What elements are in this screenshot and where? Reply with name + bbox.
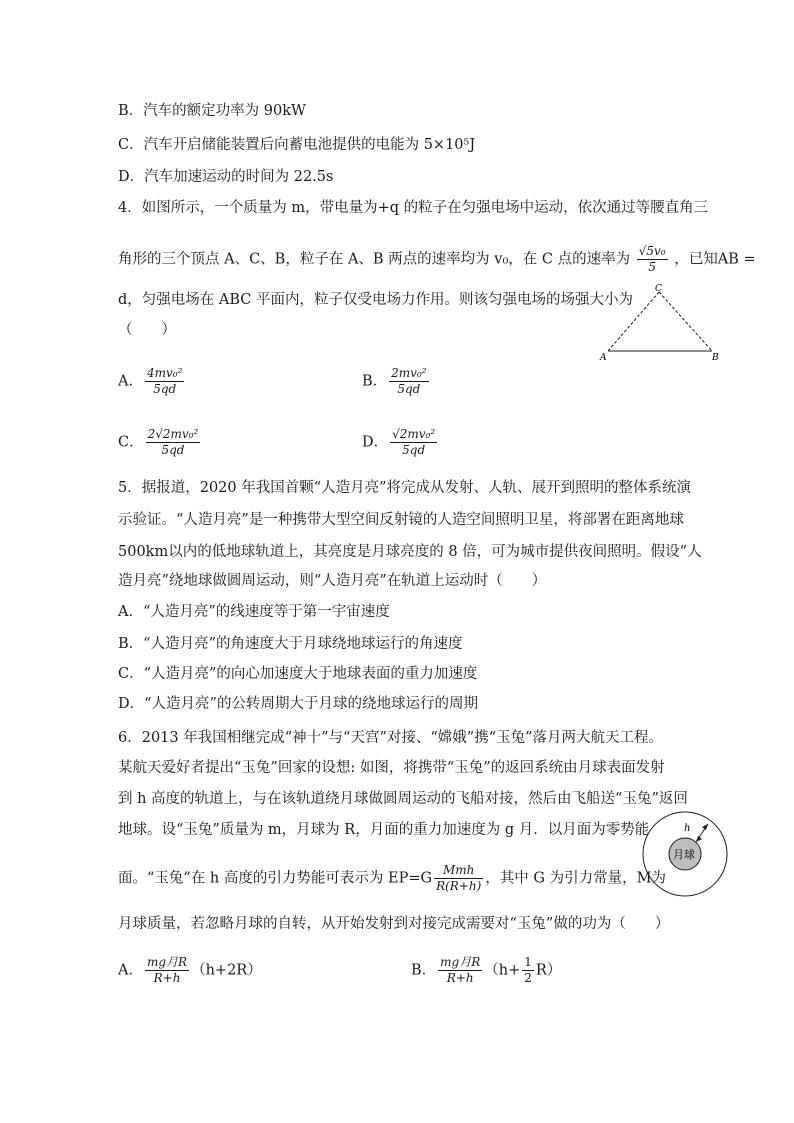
q4-label-c: C: [655, 284, 662, 294]
q4-label-a: A: [600, 353, 607, 362]
q6-energy-fraction: $\frac{\text{Mmh}}{R(R+h)}$: [436, 863, 482, 893]
q3-option-b: B．汽车的额定功率为 90kW: [118, 103, 306, 119]
q6-option-b: B． $\frac{\text{mg月R}}{R+h}$ （h+ $\frac{1}{2}$ R）: [411, 955, 562, 985]
q5-stem-line3: 500km以内的低地球轨道上，其亮度是月球亮度的 8 倍，可为城市提供夜间照明。假设“人: [118, 544, 702, 560]
q5-option-b: B．“人造月亮”的角速度大于月球绕地球运行的角速度: [118, 636, 463, 652]
q6-stem-line1: 6．2013 年我国相继完成“神十”与“天宫”对接、“嫦娥”携“玉兔”落月两大航天工程。: [118, 730, 664, 746]
q6-stem-line2: 某航天爱好者提出“玉兔”回家的设想: 如图，将携带“玉兔”的返回系统由月球表面发射: [118, 760, 665, 776]
q4-speed-fraction: $\frac{\text{√5v₀}}{5}$: [638, 244, 666, 274]
q5-stem-line1: 5．据报道，2020 年我国首颗“人造月亮”将完成从发射、人轨、展开到照明的整体系统演: [118, 480, 692, 496]
q4-label-b: B: [712, 353, 719, 362]
q6-option-b-half: $\frac{1}{2}$: [524, 955, 532, 985]
q3-option-c: C．汽车开启储能装置后向蓄电池提供的电能为 5×10⁵J: [118, 137, 476, 153]
q4-option-b-fraction: $\frac{\text{2mv₀²}}{5qd}$: [391, 366, 427, 396]
q5-stem-line4: 造月亮”绕地球做圆周运动，则“人造月亮”在轨道上运动时（ ）: [118, 573, 547, 589]
q5-stem-line2: 示验证。“人造月亮”是一种携带大型空间反射镜的人造空间照明卫星，将部署在距离地球: [118, 512, 684, 528]
q4-option-c: C． $\frac{\text{2√2mv₀²}}{5qd}$: [118, 427, 199, 457]
q4-option-a: A． $\frac{\text{4mv₀²}}{5qd}$: [118, 366, 183, 396]
q6-stem-line5: [118, 863, 666, 894]
q4-stem-line2: [118, 244, 756, 275]
q6-moon-label: 月球: [673, 848, 695, 861]
q4-stem-line3: d，匀强电场在 ABC 平面内，粒子仅受电场力作用。则该匀强电场的场强大小为: [118, 292, 633, 308]
q6-stem-line6: 月球质量，若忽略月球的自转，从开始发射到对接完成需要对“玉兔”做的功为（ ）: [118, 916, 670, 932]
q4-option-a-fraction: $\frac{\text{4mv₀²}}{5qd}$: [146, 366, 183, 396]
q6-stem-line4: 地球。设“玉兔”质量为 m，月球为 R，月面的重力加速度为 g 月．以月面为零势能: [118, 822, 650, 838]
q4-option-d-fraction: $\frac{\text{√2mv₀²}}{5qd}$: [392, 427, 436, 457]
q4-option-b: B． $\frac{\text{2mv₀²}}{5qd}$: [362, 366, 427, 396]
q6-option-b-fraction: $\frac{\text{mg月R}}{R+h}$: [440, 955, 481, 985]
q5-option-c: C．“人造月亮”的向心加速度大于地球表面的重力加速度: [118, 666, 478, 682]
q6-stem-line3: 到 h 高度的轨道上，与在该轨道绕月球做圆周运动的飞船对接，然后由飞船送“玉兔”返回: [118, 791, 688, 807]
q3-option-d: D．汽车加速运动的时间为 22.5s: [118, 169, 334, 185]
q4-stem-line1: 4．如图所示，一个质量为 m，带电量为+q 的粒子在匀强电场中运动，依次通过等腰直角三: [118, 200, 709, 216]
q6-stem-line5-text: 面。“玉兔”在 h 高度的引力势能可表示为 EP=G: [118, 870, 433, 887]
q4-stem-line2-tail: ，已知AB =: [674, 251, 756, 268]
q6-stem-line5-tail: ，其中 G 为引力常量，M为: [485, 870, 666, 887]
q4-answer-paren: （ ）: [118, 322, 176, 338]
q6-h-label: h: [684, 823, 691, 834]
q5-option-d: D．“人造月亮”的公转周期大于月球的绕地球运行的周期: [118, 696, 478, 712]
q4-triangle-figure: [596, 282, 726, 362]
q6-option-a-fraction: $\frac{\text{mg月R}}{R+h}$: [146, 955, 188, 985]
q4-stem-line2-text: 角形的三个顶点 A、C、B，粒子在 A、B 两点的速率均为 v₀，在 C 点的速率为: [118, 251, 631, 268]
q6-option-a: A． $\frac{\text{mg月R}}{R+h}$ （h+2R）: [118, 955, 262, 985]
q6-moon-orbit-figure: [640, 810, 732, 900]
q4-option-d: D． $\frac{\text{√2mv₀²}}{5qd}$: [362, 427, 436, 457]
q5-option-a: A．“人造月亮”的线速度等于第一宇宙速度: [118, 604, 390, 620]
q4-option-c-fraction: $\frac{\text{2√2mv₀²}}{5qd}$: [147, 427, 199, 457]
